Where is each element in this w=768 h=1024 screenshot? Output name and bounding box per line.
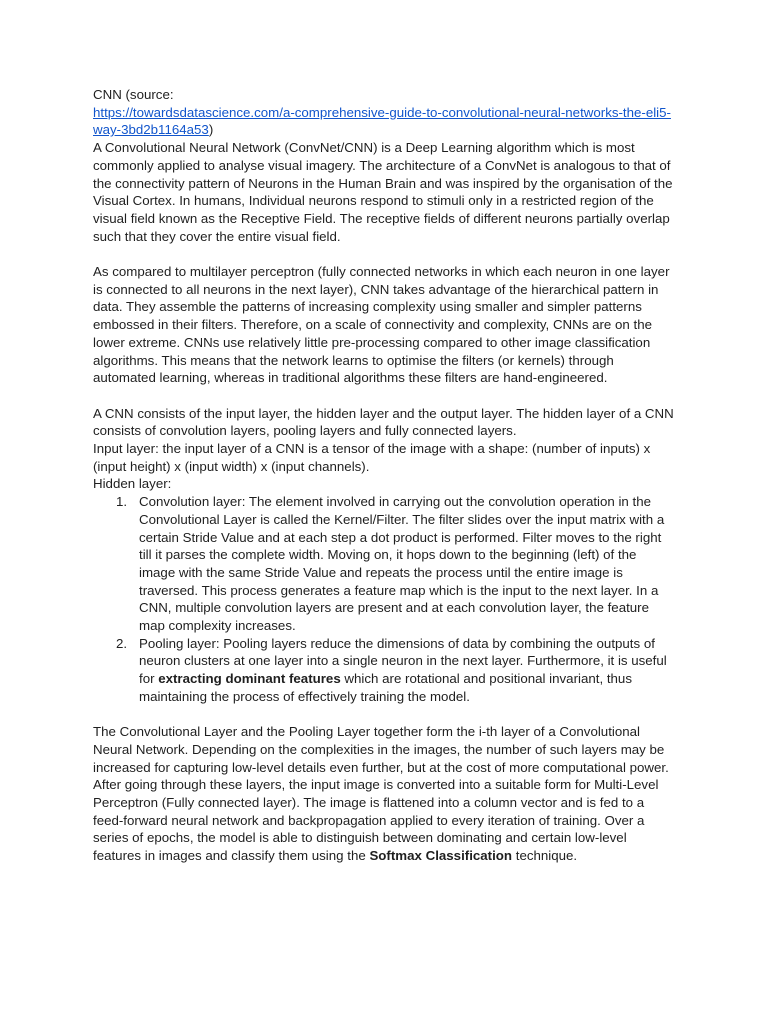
source-prefix: CNN (source: <box>93 87 174 102</box>
paragraph-fully-connected <box>93 776 675 865</box>
list-item-text: Convolution layer: The element involved in carrying out the convolution operation in the Convolutional Layer is called the Kernel/Filter. The filter slides over the input matrix with a certain Stride Value and at each step a dot product is performed. Filter moves to the right till it parses the complete width. Moving on, it hops down to the beginning (left) of the image with the same Stride Value and repeats the process until the entire image is traversed. This process generates a feature map which is the input to the next layer. In a CNN, multiple convolution layers are present and at each convolution layer, the feature map complexity increases. <box>139 494 665 634</box>
paragraph-text: After going through these layers, the input image is converted into a suitable form for Multi-Level Perceptron (Fully connected layer). The image is flattened into a column vector and is fed to a feed-forward neural network and backpropagation applied to every iteration of training. Over a series of epochs, the model is able to distinguish between dominating and certain low-level features in images and classify them using the <box>93 777 659 864</box>
source-link[interactable]: https://towardsdatascience.com/a-comprehensive-guide-to-convolutional-neural-networks-the-eli5-way-3bd2b1164a53 <box>93 104 671 138</box>
bold-phrase: Softmax Classification <box>369 848 513 864</box>
hidden-layer-list <box>93 493 675 705</box>
paragraph-intro: A Convolutional Neural Network (ConvNet/CNN) is a Deep Learning algorithm which is most commonly applied to analyse visual imagery. The architecture of a ConvNet is analogous to that of the connectivity pattern of Neurons in the Human Brain and was inspired by the organisation of the Visual Cortex. In humans, Individual neurons respond to stimuli only in a restricted region of the visual field known as the Receptive Field. The receptive fields of different neurons partially overlap such that they cover the entire visual field. <box>93 140 673 244</box>
paragraph-spacer <box>93 706 675 724</box>
paragraph-mlp-comparison: As compared to multilayer perceptron (fully connected networks in which each neuron in one layer is connected to all neurons in the next layer), CNN takes advantage of the hierarchical pattern in data. They assemble the patterns of increasing complexity using smaller and simpler patterns embossed in their filters. Therefore, on a scale of connectivity and complexity, CNNs are on the lower extreme. CNNs use relatively little pre-processing compared to other image classification algorithms. This means that the network learns to optimise the filters (or kernels) through automated learning, whereas in traditional algorithms these filters are hand-engineered. <box>93 264 670 386</box>
source-suffix: ) <box>208 122 214 138</box>
paragraph-spacer <box>93 387 675 405</box>
paragraph-spacer <box>93 245 675 263</box>
list-number: 1. <box>116 494 128 510</box>
paragraph-hidden-layer-heading: Hidden layer: <box>93 476 172 492</box>
list-item-convolution <box>116 493 675 635</box>
document-page <box>93 86 675 865</box>
paragraph-cnn-layers: A CNN consists of the input layer, the hidden layer and the output layer. The hidden layer of a CNN consists of convolution layers, pooling layers and fully connected layers. <box>93 405 674 439</box>
list-item-text: which are rotational and positional invariant, thus maintaining the process of effectively training the model. <box>139 671 632 704</box>
list-item-pooling <box>116 635 675 706</box>
bold-phrase: extracting dominant features <box>158 671 341 687</box>
list-number: 2. <box>116 635 128 651</box>
list-item-text: Pooling layer: Pooling layers reduce the dimensions of data by combining the outputs of neuron clusters at one layer into a single neuron in the next layer. Furthermore, it is useful for <box>139 635 667 687</box>
source-line <box>93 86 675 139</box>
paragraph-ith-layer: The Convolutional Layer and the Pooling Layer together form the i-th layer of a Convolutional Neural Network. Depending on the complexities in the images, the number of such layers may be increased for capturing low-level details even further, but at the cost of more computational power. <box>93 724 669 775</box>
paragraph-input-layer: Input layer: the input layer of a CNN is a tensor of the image with a shape: (number of inputs) x (input height) x (input width) x (input channels). <box>93 441 651 474</box>
paragraph-text: technique. <box>512 848 578 864</box>
